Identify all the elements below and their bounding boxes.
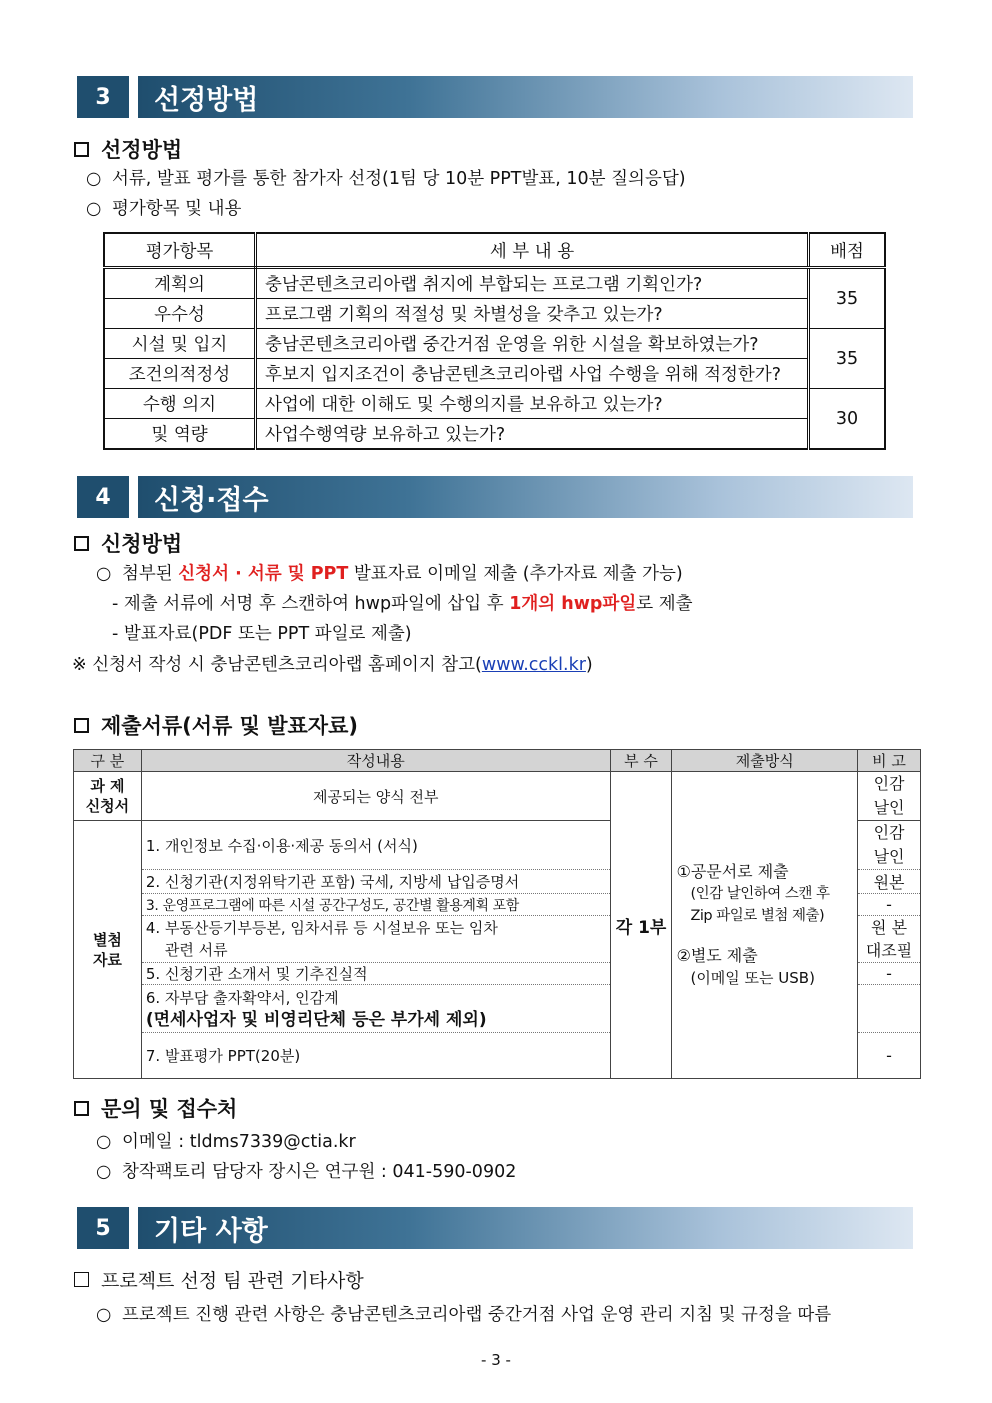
content-cell: 5. 신청기관 소개서 및 기추진실적: [141, 963, 610, 985]
table-row: [104, 389, 885, 419]
header-cell: 평가항목: [104, 233, 256, 268]
detail-cell: 프로그램 기획의 적절성 및 차별성을 갖추고 있는가?: [256, 299, 809, 329]
subheading-selection: 선정방법: [74, 134, 182, 164]
section-number: 5: [77, 1207, 129, 1249]
category-cell: 시설 및 입지: [104, 329, 256, 359]
homepage-link[interactable]: www.cckl.kr: [481, 655, 586, 675]
category-cell: 계획의: [104, 268, 256, 299]
circle-bullet-icon: ○: [96, 1162, 112, 1182]
section-header-3: [77, 76, 913, 118]
note-cell: 인감 날인: [858, 772, 921, 821]
circle-bullet-icon: ○: [96, 1305, 112, 1325]
dash-line: - 제출 서류에 서명 후 스캔하여 hwp파일에 삽입 후 1개의 hwp파일로 제출: [112, 594, 693, 614]
circle-bullet-icon: ○: [96, 1132, 112, 1152]
method-1: ①공문서로 제출: [676, 862, 789, 881]
table-row: [104, 268, 885, 299]
table-row: [104, 359, 885, 389]
header-cell: 배점: [809, 233, 886, 268]
bullet-line: ○ 첨부된 신청서 · 서류 및 PPT 발표자료 이메일 제출 (추가자료 제출 가능): [96, 564, 683, 584]
section-title: 선정방법: [138, 76, 913, 118]
header-cell: 부 수: [610, 750, 672, 772]
table-header-row: [74, 750, 921, 772]
checkbox-square-icon: [74, 536, 89, 551]
checkbox-square-icon: [74, 1272, 89, 1287]
content-cell: 3. 운영프로그램에 따른 시설 공간구성도, 공간별 활용계획 포함: [141, 894, 610, 916]
detail-cell: 후보지 입지조건이 충남콘텐츠코리아랩 사업 수행을 위해 적정한가?: [256, 359, 809, 389]
reference-note: ※ 신청서 작성 시 충남콘텐츠코리아랩 홈페이지 참고(www.cckl.kr): [72, 655, 593, 675]
detail-cell: 사업에 대한 이해도 및 수행의지를 보유하고 있는가?: [256, 389, 809, 419]
content-cell: 7. 발표평가 PPT(20분): [141, 1033, 610, 1079]
section-header-5: [77, 1207, 913, 1249]
subheading-other: 프로젝트 선정 팀 관련 기타사항: [74, 1266, 364, 1293]
dash-line: - 발표자료(PDF 또는 PPT 파일로 제출): [112, 624, 412, 644]
table-row: [74, 772, 921, 821]
bullet-line: ○ 창작팩토리 담당자 장시은 연구원 : 041-590-0902: [96, 1162, 517, 1182]
bullet-line: ○ 프로젝트 진행 관련 사항은 충남콘텐츠코리아랩 중간거점 사업 운영 관리 지침 및 규정을 따름: [96, 1305, 832, 1325]
header-cell: 세 부 내 용: [256, 233, 809, 268]
subheading-documents: 제출서류(서류 및 발표자료): [74, 710, 358, 740]
subheading-contact: 문의 및 접수처: [74, 1093, 237, 1123]
table-header-row: [104, 233, 885, 268]
detail-cell: 사업수행역량 보유하고 있는가?: [256, 419, 809, 450]
category-cell: 과 제 신청서: [74, 772, 142, 821]
method-cell: [672, 772, 858, 1079]
checkbox-square-icon: [74, 718, 89, 733]
bullet-line: ○ 이메일 : tldms7339@ctia.kr: [96, 1132, 356, 1152]
section-number: 4: [77, 476, 129, 518]
method-2-detail: (이메일 또는 USB): [690, 969, 815, 987]
header-cell: 작성내용: [141, 750, 610, 772]
note-cell: -: [858, 894, 921, 916]
section-header-4: [77, 476, 913, 518]
documents-table: [73, 749, 921, 1079]
category-cell: 조건의적정성: [104, 359, 256, 389]
header-cell: 제출방식: [672, 750, 858, 772]
section-title: 기타 사항: [138, 1207, 913, 1249]
evaluation-table: [103, 232, 886, 450]
method-1-detail: (인감 날인하여 스캔 후 Zip 파일로 별첨 제출): [690, 886, 830, 924]
note-cell: -: [858, 963, 921, 985]
section-number: 3: [77, 76, 129, 118]
circle-bullet-icon: ○: [96, 564, 112, 584]
note-cell: 원 본 대조필: [858, 916, 921, 963]
content-cell: 6. 자부담 출자확약서, 인감계 (면세사업자 및 비영리단체 등은 부가세 제외): [141, 985, 610, 1033]
subheading-application: 신청방법: [74, 528, 182, 558]
checkbox-square-icon: [74, 142, 89, 157]
bullet-line: ○ 평가항목 및 내용: [86, 199, 242, 219]
note-cell: -: [858, 1033, 921, 1079]
bullet-line: ○ 서류, 발표 평가를 통한 참가자 선정(1팀 당 10분 PPT발표, 10분 질의응답): [86, 169, 686, 189]
content-cell: 제공되는 양식 전부: [141, 772, 610, 821]
table-row: [104, 329, 885, 359]
note-cell: [858, 985, 921, 1033]
method-2: ②별도 제출: [676, 946, 758, 965]
page-number: - 3 -: [481, 1351, 511, 1369]
content-cell: 4. 부동산등기부등본, 임차서류 등 시설보유 또는 임차 관련 서류: [141, 916, 610, 963]
checkbox-square-icon: [74, 1101, 89, 1116]
category-cell: 및 역량: [104, 419, 256, 450]
vat-note: (면세사업자 및 비영리단체 등은 부가세 제외): [145, 1009, 487, 1030]
score-cell: 35: [809, 329, 886, 389]
note-cell: 인감 날인: [858, 821, 921, 870]
category-cell: 수행 의지: [104, 389, 256, 419]
header-cell: 비 고: [858, 750, 921, 772]
score-cell: 35: [809, 268, 886, 329]
table-row: [104, 299, 885, 329]
section-title: 신청·접수: [138, 476, 913, 518]
detail-cell: 충남콘텐츠코리아랩 취지에 부합되는 프로그램 기획인가?: [256, 268, 809, 299]
content-cell: 1. 개인정보 수집·이용·제공 동의서 (서식): [141, 821, 610, 870]
category-cell: 우수성: [104, 299, 256, 329]
category-cell: 별첨 자료: [74, 821, 142, 1079]
circle-bullet-icon: ○: [86, 169, 102, 189]
note-cell: 원본: [858, 870, 921, 894]
table-row: [104, 419, 885, 450]
circle-bullet-icon: ○: [86, 199, 102, 219]
content-cell: 2. 신청기관(지정위탁기관 포함) 국세, 지방세 납입증명서: [141, 870, 610, 894]
score-cell: 30: [809, 389, 886, 450]
detail-cell: 충남콘텐츠코리아랩 중간거점 운영을 위한 시설을 확보하였는가?: [256, 329, 809, 359]
header-cell: 구 분: [74, 750, 142, 772]
copies-cell: 각 1부: [610, 772, 672, 1079]
